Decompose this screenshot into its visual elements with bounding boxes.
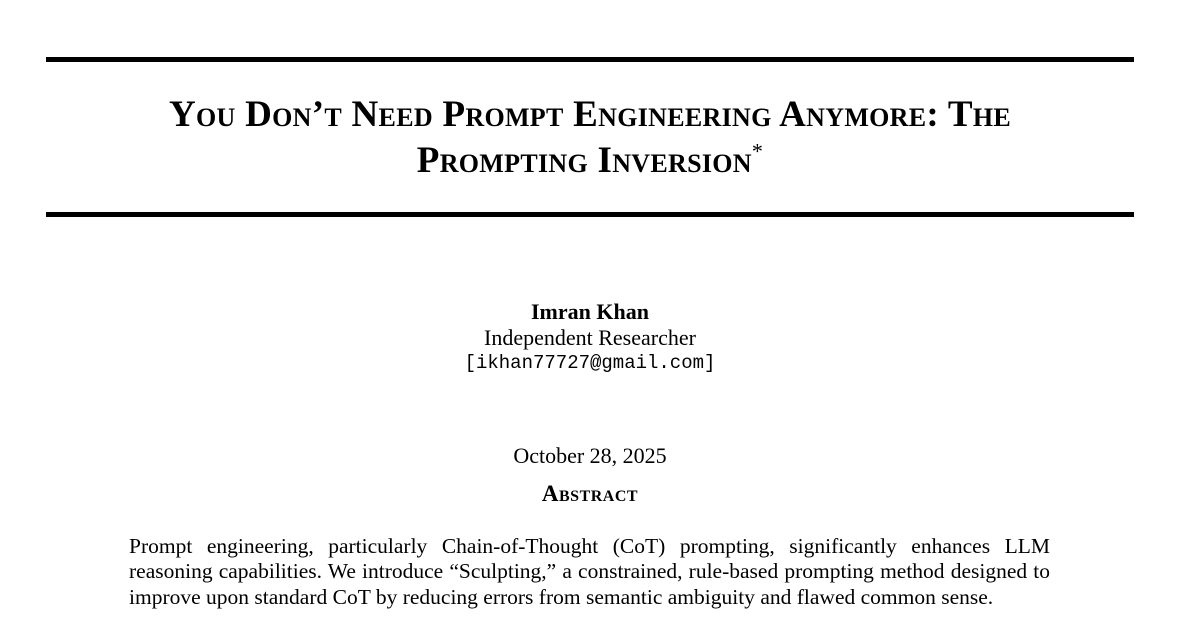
title-footnote-mark: *: [751, 138, 764, 164]
paper-title-line-2-text: Prompting Inversion: [416, 140, 752, 181]
author-affiliation: Independent Researcher: [484, 325, 696, 350]
author-email: [ikhan77727@gmail.com]: [464, 352, 716, 374]
paper-title: [46, 92, 1134, 184]
title-bottom-rule: [46, 212, 1134, 217]
paper-title-line-1: You Don’t Need Prompt Engineering Anymore: The: [168, 94, 1012, 135]
author-name: Imran Khan: [531, 299, 649, 324]
author-block: [0, 299, 1180, 375]
paper-date: October 28, 2025: [513, 443, 667, 468]
title-top-rule: [46, 57, 1134, 62]
paper-title-line-2: [46, 138, 1134, 184]
abstract-heading: Abstract: [541, 481, 639, 506]
abstract-body: Prompt engineering, particularly Chain-of-Thought (CoT) prompting, significantly enhances LLM reasoning capabilities. We introduce “Sculpting,” a constrained, rule-based prompting method designed to improve upon standard CoT by reducing errors from semantic ambiguity and flawed common sense.: [129, 534, 1050, 609]
